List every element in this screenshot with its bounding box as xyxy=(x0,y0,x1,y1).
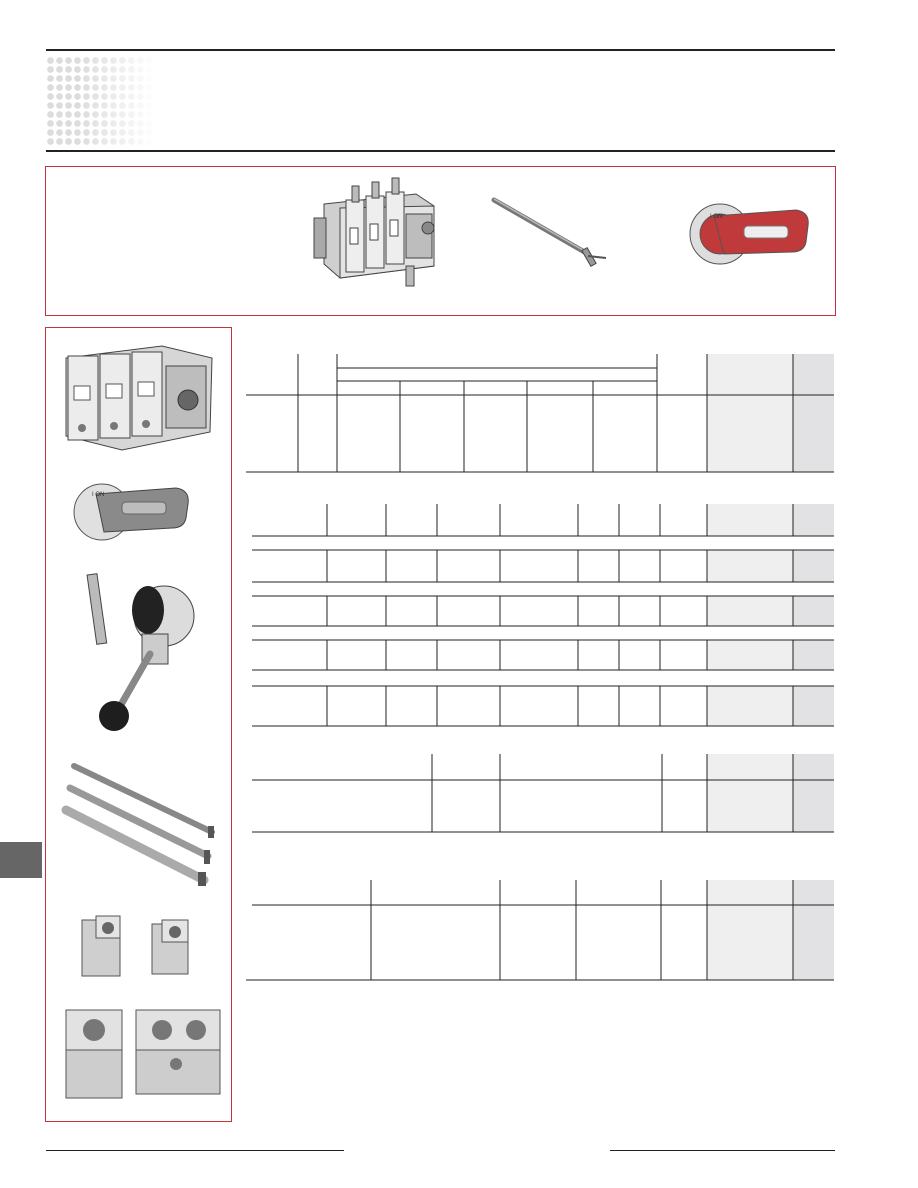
header-bottom-rule xyxy=(46,150,835,152)
sidebar-switch-image xyxy=(62,336,217,454)
table-3 xyxy=(240,750,840,840)
svg-text:I ON: I ON xyxy=(710,214,723,220)
header-top-rule xyxy=(46,49,835,51)
footer-rule-left xyxy=(46,1150,344,1151)
footer-rule-right xyxy=(610,1150,835,1151)
table-4 xyxy=(240,876,840,986)
sidebar-large-lugs-image xyxy=(64,1000,226,1100)
sidebar-small-lugs-image xyxy=(72,914,202,980)
table-2 xyxy=(240,500,840,730)
sidebar-handle-lever-image xyxy=(78,570,198,734)
header-dot-pattern xyxy=(46,56,156,146)
switch-disconnector-image xyxy=(306,178,446,290)
table-1 xyxy=(240,350,840,480)
svg-text:I ON: I ON xyxy=(92,492,105,498)
handle-image xyxy=(684,196,814,270)
shaft-image xyxy=(490,196,610,270)
sidebar-handle-red-image xyxy=(72,476,192,544)
section-tab xyxy=(0,842,42,878)
sidebar-shafts-image xyxy=(60,760,222,886)
